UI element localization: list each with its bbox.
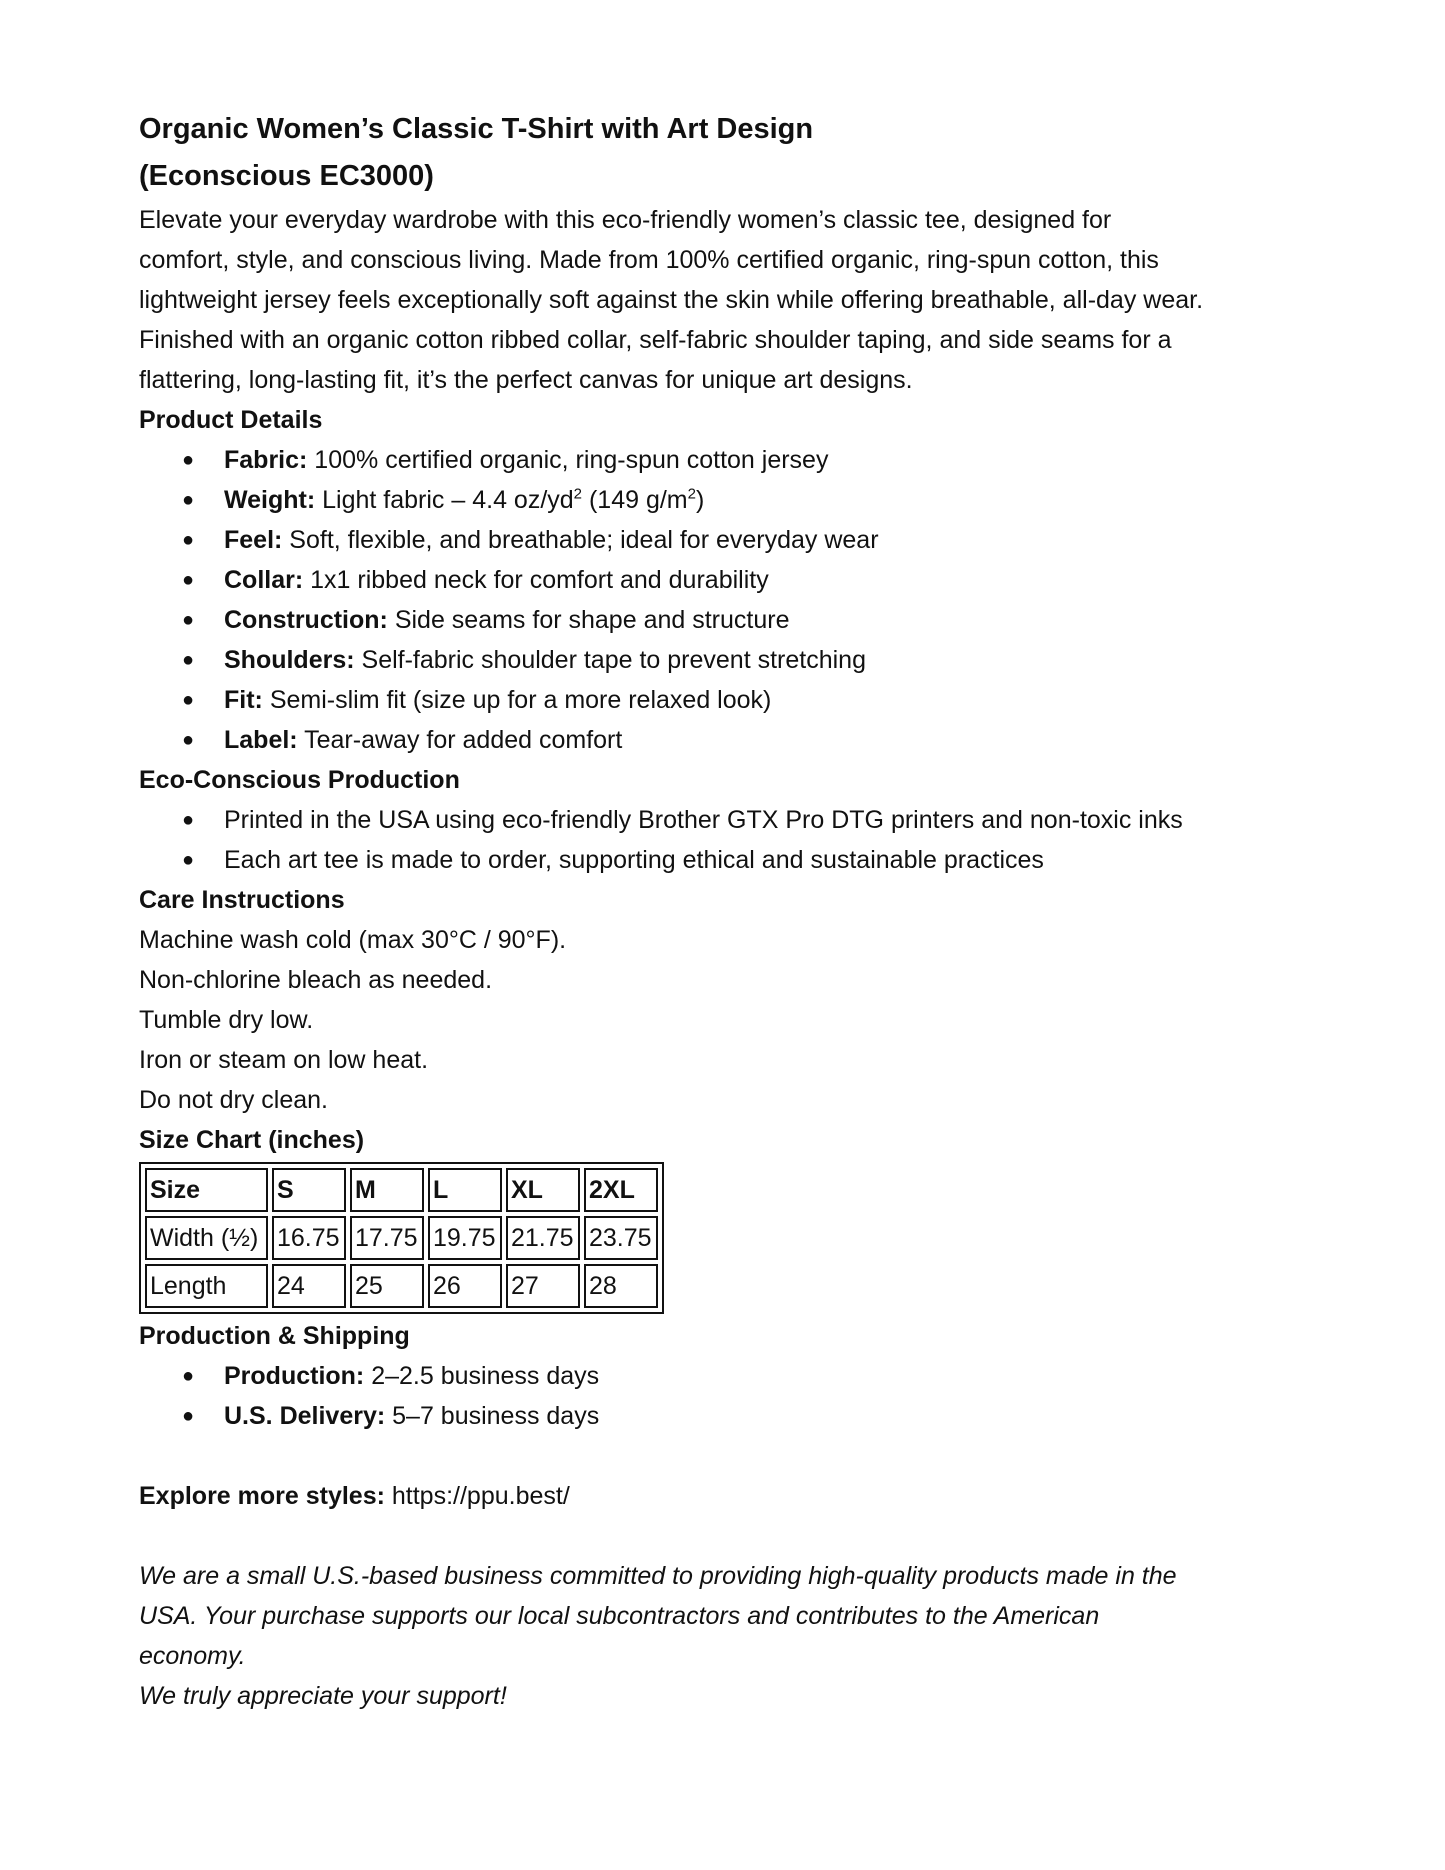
eco-production-heading: Eco-Conscious Production <box>139 766 460 794</box>
eco-production-list <box>139 800 1319 880</box>
bullet-icon: ● <box>182 569 195 591</box>
table-cell: Width (½) <box>145 1216 268 1260</box>
table-header-cell: M <box>350 1168 424 1212</box>
intro-paragraph <box>139 200 1319 400</box>
table-header-cell: XL <box>506 1168 580 1212</box>
list-item: ● Feel: Soft, flexible, and breathable; ideal for everyday wear <box>139 520 1319 560</box>
intro-line: Finished with an organic cotton ribbed collar, self-fabric shoulder taping, and side seams for a <box>139 326 1172 354</box>
table-cell: 27 <box>506 1264 580 1308</box>
explore-link[interactable]: https://ppu.best/ <box>384 1482 570 1510</box>
care-line: Iron or steam on low heat. <box>139 1046 429 1074</box>
list-item: ● Each art tee is made to order, supporting ethical and sustainable practices <box>139 840 1319 880</box>
table-cell: 24 <box>272 1264 346 1308</box>
intro-line: Elevate your everyday wardrobe with this eco-friendly women’s classic tee, designed for <box>139 206 1112 234</box>
closing-line: We are a small U.S.-based business committed to providing high-quality products made in the <box>139 1562 1177 1590</box>
care-instructions-heading: Care Instructions <box>139 886 345 914</box>
table-cell: 17.75 <box>350 1216 424 1260</box>
bullet-icon: ● <box>182 849 195 871</box>
bullet-icon: ● <box>182 689 195 711</box>
table-cell: Length <box>145 1264 268 1308</box>
list-item: ● Label: Tear-away for added comfort <box>139 720 1319 760</box>
size-chart-table <box>139 1162 664 1314</box>
table-header-cell: Size <box>145 1168 268 1212</box>
list-item: ● Weight: Light fabric – 4.4 $oz/yd^2$ (149 $g/m^2$) <box>139 480 1319 520</box>
table-header-cell: 2XL <box>584 1168 658 1212</box>
closing-line: economy. <box>139 1642 246 1670</box>
title-line-2: (Econscious EC3000) <box>139 160 434 192</box>
bullet-icon: ● <box>182 809 195 831</box>
care-line: Non-chlorine bleach as needed. <box>139 966 493 994</box>
table-row <box>145 1264 658 1308</box>
explore-more-line <box>139 1476 1319 1516</box>
table-cell: 28 <box>584 1264 658 1308</box>
care-line: Do not dry clean. <box>139 1086 328 1114</box>
production-shipping-list <box>139 1356 1319 1436</box>
care-line: Machine wash cold (max 30°C / 90°F). <box>139 926 567 954</box>
list-item: ● Shoulders: Self-fabric shoulder tape to prevent stretching <box>139 640 1319 680</box>
product-details-list <box>139 440 1319 760</box>
table-cell: 21.75 <box>506 1216 580 1260</box>
intro-line: comfort, style, and conscious living. Made from 100% certified organic, ring-spun cotton, this <box>139 246 1159 274</box>
table-cell: 25 <box>350 1264 424 1308</box>
table-cell: 16.75 <box>272 1216 346 1260</box>
size-chart-heading: Size Chart (inches) <box>139 1126 365 1154</box>
title-line-1: Organic Women’s Classic T-Shirt with Art Design <box>139 113 814 145</box>
table-header-cell: L <box>428 1168 502 1212</box>
bullet-icon: ● <box>182 649 195 671</box>
intro-line: flattering, long-lasting fit, it’s the perfect canvas for unique art designs. <box>139 366 913 394</box>
list-item: ● U.S. Delivery: 5–7 business days <box>139 1396 1319 1436</box>
list-item: ● Fit: Semi-slim fit (size up for a more relaxed look) <box>139 680 1319 720</box>
production-shipping-heading: Production & Shipping <box>139 1322 410 1350</box>
closing-line: We truly appreciate your support! <box>139 1682 507 1710</box>
care-line: Tumble dry low. <box>139 1006 314 1034</box>
page-title <box>139 106 1319 200</box>
bullet-icon: ● <box>182 1405 195 1427</box>
list-item: ● Fabric: 100% certified organic, ring-spun cotton jersey <box>139 440 1319 480</box>
table-row <box>145 1216 658 1260</box>
bullet-icon: ● <box>182 609 195 631</box>
product-details-heading: Product Details <box>139 406 323 434</box>
table-header-cell: S <box>272 1168 346 1212</box>
bullet-icon: ● <box>182 1365 195 1387</box>
bullet-icon: ● <box>182 729 195 751</box>
bullet-icon: ● <box>182 529 195 551</box>
table-header-row <box>145 1168 658 1212</box>
list-item: ● Collar: 1x1 ribbed neck for comfort and durability <box>139 560 1319 600</box>
bullet-icon: ● <box>182 449 195 471</box>
table-cell: 23.75 <box>584 1216 658 1260</box>
closing-line: USA. Your purchase supports our local subcontractors and contributes to the American <box>139 1602 1100 1630</box>
bullet-icon: ● <box>182 489 195 511</box>
list-item: ● Construction: Side seams for shape and structure <box>139 600 1319 640</box>
list-item: ● Printed in the USA using eco-friendly Brother GTX Pro DTG printers and non-toxic inks <box>139 800 1319 840</box>
closing-paragraph <box>139 1556 1319 1716</box>
table-cell: 26 <box>428 1264 502 1308</box>
table-cell: 19.75 <box>428 1216 502 1260</box>
document-page <box>139 106 1319 1716</box>
list-item: ● Production: 2–2.5 business days <box>139 1356 1319 1396</box>
intro-line: lightweight jersey feels exceptionally soft against the skin while offering breathable, all-day wear. <box>139 286 1204 314</box>
explore-label: Explore more styles: <box>139 1482 385 1510</box>
